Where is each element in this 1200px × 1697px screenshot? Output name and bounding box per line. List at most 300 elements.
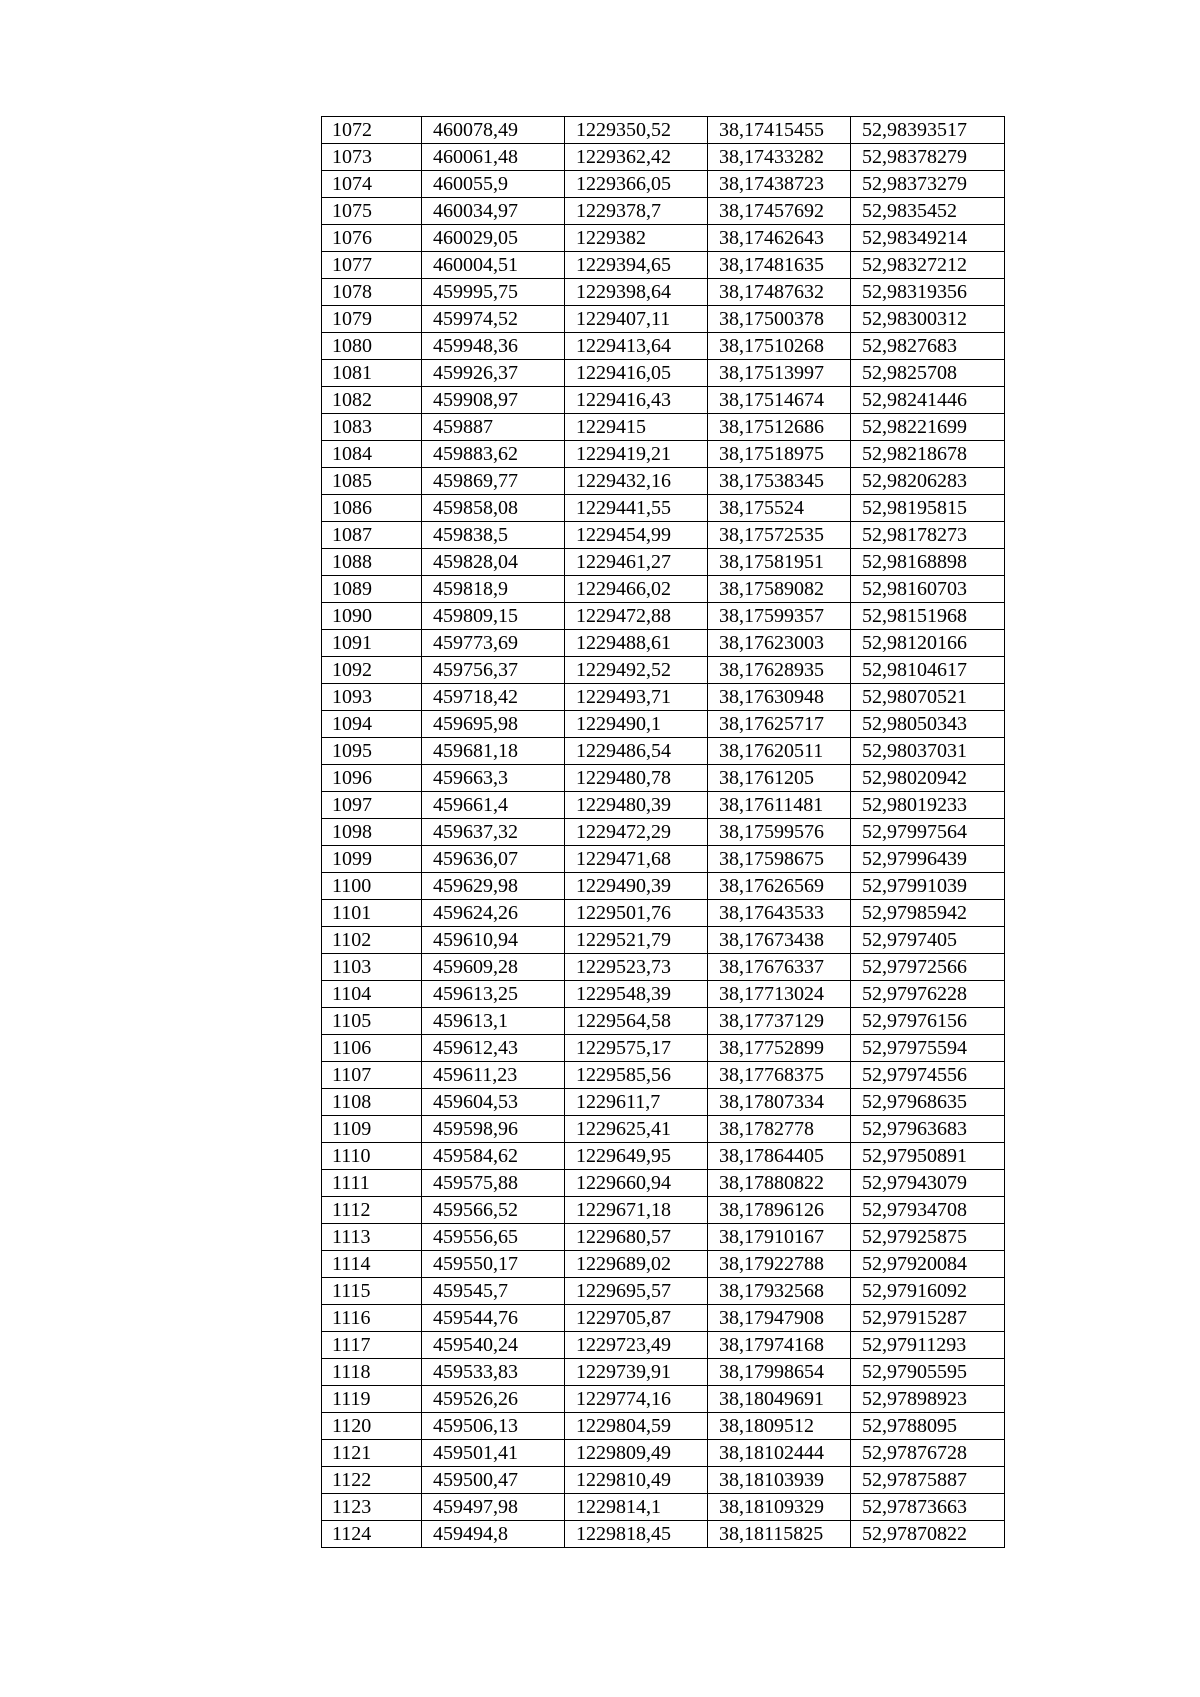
- y-coordinate-cell: 1229415: [565, 414, 708, 441]
- x-coordinate-cell: 460034,97: [422, 198, 565, 225]
- longitude-cell: 52,9797405: [851, 927, 1005, 954]
- table-row: [322, 1197, 1005, 1224]
- y-coordinate-cell: 1229493,71: [565, 684, 708, 711]
- table-row: [322, 603, 1005, 630]
- longitude-cell: 52,97915287: [851, 1305, 1005, 1332]
- latitude-cell: 38,17643533: [708, 900, 851, 927]
- x-coordinate-cell: 459828,04: [422, 549, 565, 576]
- table-row: [322, 279, 1005, 306]
- longitude-cell: 52,98120166: [851, 630, 1005, 657]
- y-coordinate-cell: 1229680,57: [565, 1224, 708, 1251]
- x-coordinate-cell: 460029,05: [422, 225, 565, 252]
- latitude-cell: 38,17864405: [708, 1143, 851, 1170]
- y-coordinate-cell: 1229492,52: [565, 657, 708, 684]
- latitude-cell: 38,17415455: [708, 117, 851, 144]
- x-coordinate-cell: 459809,15: [422, 603, 565, 630]
- y-coordinate-cell: 1229432,16: [565, 468, 708, 495]
- latitude-cell: 38,17611481: [708, 792, 851, 819]
- point-number-cell: 1072: [322, 117, 422, 144]
- y-coordinate-cell: 1229441,55: [565, 495, 708, 522]
- y-coordinate-cell: 1229695,57: [565, 1278, 708, 1305]
- x-coordinate-cell: 459550,17: [422, 1251, 565, 1278]
- x-coordinate-cell: 459661,4: [422, 792, 565, 819]
- x-coordinate-cell: 460078,49: [422, 117, 565, 144]
- point-number-cell: 1087: [322, 522, 422, 549]
- x-coordinate-cell: 459613,1: [422, 1008, 565, 1035]
- longitude-cell: 52,97870822: [851, 1521, 1005, 1548]
- x-coordinate-cell: 459624,26: [422, 900, 565, 927]
- longitude-cell: 52,98221699: [851, 414, 1005, 441]
- point-number-cell: 1118: [322, 1359, 422, 1386]
- longitude-cell: 52,98393517: [851, 117, 1005, 144]
- table-row: [322, 1062, 1005, 1089]
- table-row: [322, 819, 1005, 846]
- x-coordinate-cell: 459540,24: [422, 1332, 565, 1359]
- y-coordinate-cell: 1229488,61: [565, 630, 708, 657]
- longitude-cell: 52,97975594: [851, 1035, 1005, 1062]
- point-number-cell: 1108: [322, 1089, 422, 1116]
- x-coordinate-cell: 459609,28: [422, 954, 565, 981]
- table-row: [322, 1467, 1005, 1494]
- latitude-cell: 38,17510268: [708, 333, 851, 360]
- y-coordinate-cell: 1229523,73: [565, 954, 708, 981]
- longitude-cell: 52,98373279: [851, 171, 1005, 198]
- point-number-cell: 1100: [322, 873, 422, 900]
- latitude-cell: 38,17673438: [708, 927, 851, 954]
- point-number-cell: 1105: [322, 1008, 422, 1035]
- y-coordinate-cell: 1229671,18: [565, 1197, 708, 1224]
- table-row: [322, 144, 1005, 171]
- table-row: [322, 441, 1005, 468]
- point-number-cell: 1122: [322, 1467, 422, 1494]
- longitude-cell: 52,97963683: [851, 1116, 1005, 1143]
- y-coordinate-cell: 1229548,39: [565, 981, 708, 1008]
- latitude-cell: 38,17581951: [708, 549, 851, 576]
- table-row: [322, 765, 1005, 792]
- longitude-cell: 52,98349214: [851, 225, 1005, 252]
- y-coordinate-cell: 1229649,95: [565, 1143, 708, 1170]
- y-coordinate-cell: 1229382: [565, 225, 708, 252]
- latitude-cell: 38,17880822: [708, 1170, 851, 1197]
- y-coordinate-cell: 1229774,16: [565, 1386, 708, 1413]
- longitude-cell: 52,98050343: [851, 711, 1005, 738]
- longitude-cell: 52,9788095: [851, 1413, 1005, 1440]
- latitude-cell: 38,17518975: [708, 441, 851, 468]
- longitude-cell: 52,98020942: [851, 765, 1005, 792]
- longitude-cell: 52,98070521: [851, 684, 1005, 711]
- latitude-cell: 38,17676337: [708, 954, 851, 981]
- longitude-cell: 52,9835452: [851, 198, 1005, 225]
- x-coordinate-cell: 459566,52: [422, 1197, 565, 1224]
- longitude-cell: 52,97997564: [851, 819, 1005, 846]
- point-number-cell: 1086: [322, 495, 422, 522]
- latitude-cell: 38,17512686: [708, 414, 851, 441]
- latitude-cell: 38,1809512: [708, 1413, 851, 1440]
- point-number-cell: 1119: [322, 1386, 422, 1413]
- y-coordinate-cell: 1229660,94: [565, 1170, 708, 1197]
- x-coordinate-cell: 459629,98: [422, 873, 565, 900]
- latitude-cell: 38,17457692: [708, 198, 851, 225]
- point-number-cell: 1107: [322, 1062, 422, 1089]
- latitude-cell: 38,17481635: [708, 252, 851, 279]
- table-row: [322, 900, 1005, 927]
- y-coordinate-cell: 1229810,49: [565, 1467, 708, 1494]
- x-coordinate-cell: 459995,75: [422, 279, 565, 306]
- table-row: [322, 792, 1005, 819]
- point-number-cell: 1101: [322, 900, 422, 927]
- table-row: [322, 414, 1005, 441]
- longitude-cell: 52,98160703: [851, 576, 1005, 603]
- latitude-cell: 38,17514674: [708, 387, 851, 414]
- y-coordinate-cell: 1229378,7: [565, 198, 708, 225]
- latitude-cell: 38,18049691: [708, 1386, 851, 1413]
- point-number-cell: 1106: [322, 1035, 422, 1062]
- latitude-cell: 38,17932568: [708, 1278, 851, 1305]
- longitude-cell: 52,97934708: [851, 1197, 1005, 1224]
- x-coordinate-cell: 459756,37: [422, 657, 565, 684]
- latitude-cell: 38,17752899: [708, 1035, 851, 1062]
- longitude-cell: 52,97974556: [851, 1062, 1005, 1089]
- point-number-cell: 1089: [322, 576, 422, 603]
- x-coordinate-cell: 459575,88: [422, 1170, 565, 1197]
- x-coordinate-cell: 459544,76: [422, 1305, 565, 1332]
- x-coordinate-cell: 460061,48: [422, 144, 565, 171]
- longitude-cell: 52,97950891: [851, 1143, 1005, 1170]
- longitude-cell: 52,97991039: [851, 873, 1005, 900]
- point-number-cell: 1111: [322, 1170, 422, 1197]
- point-number-cell: 1075: [322, 198, 422, 225]
- point-number-cell: 1076: [322, 225, 422, 252]
- latitude-cell: 38,17922788: [708, 1251, 851, 1278]
- y-coordinate-cell: 1229480,39: [565, 792, 708, 819]
- longitude-cell: 52,97875887: [851, 1467, 1005, 1494]
- y-coordinate-cell: 1229394,65: [565, 252, 708, 279]
- x-coordinate-cell: 459584,62: [422, 1143, 565, 1170]
- latitude-cell: 38,17513997: [708, 360, 851, 387]
- point-number-cell: 1093: [322, 684, 422, 711]
- y-coordinate-cell: 1229454,99: [565, 522, 708, 549]
- longitude-cell: 52,97911293: [851, 1332, 1005, 1359]
- table-row: [322, 1251, 1005, 1278]
- point-number-cell: 1078: [322, 279, 422, 306]
- y-coordinate-cell: 1229350,52: [565, 117, 708, 144]
- x-coordinate-cell: 459611,23: [422, 1062, 565, 1089]
- x-coordinate-cell: 459497,98: [422, 1494, 565, 1521]
- latitude-cell: 38,17538345: [708, 468, 851, 495]
- latitude-cell: 38,17487632: [708, 279, 851, 306]
- table-row: [322, 1521, 1005, 1548]
- table-row: [322, 1278, 1005, 1305]
- x-coordinate-cell: 459838,5: [422, 522, 565, 549]
- table-row: [322, 387, 1005, 414]
- latitude-cell: 38,17433282: [708, 144, 851, 171]
- y-coordinate-cell: 1229419,21: [565, 441, 708, 468]
- coordinates-table: [321, 116, 1005, 1548]
- point-number-cell: 1094: [322, 711, 422, 738]
- x-coordinate-cell: 459598,96: [422, 1116, 565, 1143]
- point-number-cell: 1121: [322, 1440, 422, 1467]
- table-row: [322, 1116, 1005, 1143]
- latitude-cell: 38,17998654: [708, 1359, 851, 1386]
- longitude-cell: 52,97968635: [851, 1089, 1005, 1116]
- point-number-cell: 1117: [322, 1332, 422, 1359]
- latitude-cell: 38,17599357: [708, 603, 851, 630]
- longitude-cell: 52,97985942: [851, 900, 1005, 927]
- x-coordinate-cell: 459604,53: [422, 1089, 565, 1116]
- y-coordinate-cell: 1229625,41: [565, 1116, 708, 1143]
- table-row: [322, 1494, 1005, 1521]
- x-coordinate-cell: 459681,18: [422, 738, 565, 765]
- table-row: [322, 738, 1005, 765]
- latitude-cell: 38,17598675: [708, 846, 851, 873]
- y-coordinate-cell: 1229472,29: [565, 819, 708, 846]
- latitude-cell: 38,17572535: [708, 522, 851, 549]
- table-row: [322, 1332, 1005, 1359]
- latitude-cell: 38,17626569: [708, 873, 851, 900]
- table-row: [322, 1143, 1005, 1170]
- latitude-cell: 38,17974168: [708, 1332, 851, 1359]
- x-coordinate-cell: 459637,32: [422, 819, 565, 846]
- longitude-cell: 52,97920084: [851, 1251, 1005, 1278]
- y-coordinate-cell: 1229407,11: [565, 306, 708, 333]
- table-row: [322, 846, 1005, 873]
- latitude-cell: 38,17623003: [708, 630, 851, 657]
- y-coordinate-cell: 1229362,42: [565, 144, 708, 171]
- latitude-cell: 38,18109329: [708, 1494, 851, 1521]
- longitude-cell: 52,98195815: [851, 495, 1005, 522]
- x-coordinate-cell: 459612,43: [422, 1035, 565, 1062]
- table-row: [322, 684, 1005, 711]
- point-number-cell: 1102: [322, 927, 422, 954]
- x-coordinate-cell: 459908,97: [422, 387, 565, 414]
- x-coordinate-cell: 459773,69: [422, 630, 565, 657]
- table-row: [322, 360, 1005, 387]
- longitude-cell: 52,97996439: [851, 846, 1005, 873]
- point-number-cell: 1124: [322, 1521, 422, 1548]
- point-number-cell: 1077: [322, 252, 422, 279]
- point-number-cell: 1116: [322, 1305, 422, 1332]
- table-row: [322, 225, 1005, 252]
- table-row: [322, 1386, 1005, 1413]
- latitude-cell: 38,17620511: [708, 738, 851, 765]
- table-row: [322, 927, 1005, 954]
- table-row: [322, 630, 1005, 657]
- table-row: [322, 1008, 1005, 1035]
- x-coordinate-cell: 459869,77: [422, 468, 565, 495]
- latitude-cell: 38,17462643: [708, 225, 851, 252]
- point-number-cell: 1103: [322, 954, 422, 981]
- longitude-cell: 52,97976228: [851, 981, 1005, 1008]
- x-coordinate-cell: 459818,9: [422, 576, 565, 603]
- point-number-cell: 1091: [322, 630, 422, 657]
- table-row: [322, 495, 1005, 522]
- x-coordinate-cell: 459974,52: [422, 306, 565, 333]
- y-coordinate-cell: 1229705,87: [565, 1305, 708, 1332]
- table-row: [322, 171, 1005, 198]
- latitude-cell: 38,17599576: [708, 819, 851, 846]
- longitude-cell: 52,98037031: [851, 738, 1005, 765]
- point-number-cell: 1074: [322, 171, 422, 198]
- table-row: [322, 1440, 1005, 1467]
- y-coordinate-cell: 1229723,49: [565, 1332, 708, 1359]
- point-number-cell: 1099: [322, 846, 422, 873]
- latitude-cell: 38,17713024: [708, 981, 851, 1008]
- longitude-cell: 52,9825708: [851, 360, 1005, 387]
- point-number-cell: 1073: [322, 144, 422, 171]
- y-coordinate-cell: 1229398,64: [565, 279, 708, 306]
- x-coordinate-cell: 459506,13: [422, 1413, 565, 1440]
- table-row: [322, 1035, 1005, 1062]
- point-number-cell: 1079: [322, 306, 422, 333]
- longitude-cell: 52,98378279: [851, 144, 1005, 171]
- latitude-cell: 38,17737129: [708, 1008, 851, 1035]
- point-number-cell: 1082: [322, 387, 422, 414]
- y-coordinate-cell: 1229490,39: [565, 873, 708, 900]
- table-row: [322, 657, 1005, 684]
- longitude-cell: 52,98168898: [851, 549, 1005, 576]
- longitude-cell: 52,97873663: [851, 1494, 1005, 1521]
- longitude-cell: 52,97972566: [851, 954, 1005, 981]
- latitude-cell: 38,17589082: [708, 576, 851, 603]
- latitude-cell: 38,18103939: [708, 1467, 851, 1494]
- x-coordinate-cell: 459533,83: [422, 1359, 565, 1386]
- longitude-cell: 52,98327212: [851, 252, 1005, 279]
- point-number-cell: 1098: [322, 819, 422, 846]
- y-coordinate-cell: 1229461,27: [565, 549, 708, 576]
- y-coordinate-cell: 1229490,1: [565, 711, 708, 738]
- y-coordinate-cell: 1229585,56: [565, 1062, 708, 1089]
- table-row: [322, 1413, 1005, 1440]
- point-number-cell: 1109: [322, 1116, 422, 1143]
- latitude-cell: 38,17438723: [708, 171, 851, 198]
- point-number-cell: 1112: [322, 1197, 422, 1224]
- table-row: [322, 117, 1005, 144]
- point-number-cell: 1097: [322, 792, 422, 819]
- x-coordinate-cell: 459883,62: [422, 441, 565, 468]
- table-row: [322, 549, 1005, 576]
- longitude-cell: 52,98104617: [851, 657, 1005, 684]
- table-row: [322, 1305, 1005, 1332]
- longitude-cell: 52,98178273: [851, 522, 1005, 549]
- y-coordinate-cell: 1229804,59: [565, 1413, 708, 1440]
- latitude-cell: 38,17896126: [708, 1197, 851, 1224]
- point-number-cell: 1090: [322, 603, 422, 630]
- point-number-cell: 1096: [322, 765, 422, 792]
- latitude-cell: 38,18115825: [708, 1521, 851, 1548]
- latitude-cell: 38,17628935: [708, 657, 851, 684]
- longitude-cell: 52,97876728: [851, 1440, 1005, 1467]
- latitude-cell: 38,18102444: [708, 1440, 851, 1467]
- point-number-cell: 1085: [322, 468, 422, 495]
- longitude-cell: 52,98218678: [851, 441, 1005, 468]
- x-coordinate-cell: 459887: [422, 414, 565, 441]
- table-row: [322, 954, 1005, 981]
- table-row: [322, 981, 1005, 1008]
- x-coordinate-cell: 459948,36: [422, 333, 565, 360]
- y-coordinate-cell: 1229472,88: [565, 603, 708, 630]
- y-coordinate-cell: 1229501,76: [565, 900, 708, 927]
- table-row: [322, 1224, 1005, 1251]
- x-coordinate-cell: 459545,7: [422, 1278, 565, 1305]
- latitude-cell: 38,17910167: [708, 1224, 851, 1251]
- point-number-cell: 1088: [322, 549, 422, 576]
- x-coordinate-cell: 459526,26: [422, 1386, 565, 1413]
- y-coordinate-cell: 1229521,79: [565, 927, 708, 954]
- longitude-cell: 52,98206283: [851, 468, 1005, 495]
- y-coordinate-cell: 1229564,58: [565, 1008, 708, 1035]
- y-coordinate-cell: 1229575,17: [565, 1035, 708, 1062]
- longitude-cell: 52,97976156: [851, 1008, 1005, 1035]
- x-coordinate-cell: 459926,37: [422, 360, 565, 387]
- latitude-cell: 38,17625717: [708, 711, 851, 738]
- x-coordinate-cell: 460055,9: [422, 171, 565, 198]
- longitude-cell: 52,97905595: [851, 1359, 1005, 1386]
- x-coordinate-cell: 459718,42: [422, 684, 565, 711]
- y-coordinate-cell: 1229416,43: [565, 387, 708, 414]
- longitude-cell: 52,97943079: [851, 1170, 1005, 1197]
- point-number-cell: 1115: [322, 1278, 422, 1305]
- longitude-cell: 52,97925875: [851, 1224, 1005, 1251]
- table-row: [322, 252, 1005, 279]
- x-coordinate-cell: 459494,8: [422, 1521, 565, 1548]
- y-coordinate-cell: 1229480,78: [565, 765, 708, 792]
- table-row: [322, 522, 1005, 549]
- longitude-cell: 52,98019233: [851, 792, 1005, 819]
- latitude-cell: 38,17947908: [708, 1305, 851, 1332]
- table-row: [322, 198, 1005, 225]
- y-coordinate-cell: 1229739,91: [565, 1359, 708, 1386]
- longitude-cell: 52,98151968: [851, 603, 1005, 630]
- point-number-cell: 1083: [322, 414, 422, 441]
- latitude-cell: 38,1761205: [708, 765, 851, 792]
- x-coordinate-cell: 459695,98: [422, 711, 565, 738]
- point-number-cell: 1095: [322, 738, 422, 765]
- latitude-cell: 38,17630948: [708, 684, 851, 711]
- longitude-cell: 52,98319356: [851, 279, 1005, 306]
- longitude-cell: 52,97916092: [851, 1278, 1005, 1305]
- y-coordinate-cell: 1229413,64: [565, 333, 708, 360]
- latitude-cell: 38,17500378: [708, 306, 851, 333]
- y-coordinate-cell: 1229689,02: [565, 1251, 708, 1278]
- table-row: [322, 873, 1005, 900]
- point-number-cell: 1113: [322, 1224, 422, 1251]
- y-coordinate-cell: 1229611,7: [565, 1089, 708, 1116]
- longitude-cell: 52,9827683: [851, 333, 1005, 360]
- latitude-cell: 38,17807334: [708, 1089, 851, 1116]
- coordinates-table-body: [322, 117, 1005, 1548]
- y-coordinate-cell: 1229814,1: [565, 1494, 708, 1521]
- point-number-cell: 1114: [322, 1251, 422, 1278]
- y-coordinate-cell: 1229416,05: [565, 360, 708, 387]
- table-row: [322, 333, 1005, 360]
- y-coordinate-cell: 1229471,68: [565, 846, 708, 873]
- x-coordinate-cell: 459500,47: [422, 1467, 565, 1494]
- x-coordinate-cell: 459663,3: [422, 765, 565, 792]
- x-coordinate-cell: 459858,08: [422, 495, 565, 522]
- latitude-cell: 38,17768375: [708, 1062, 851, 1089]
- table-row: [322, 576, 1005, 603]
- point-number-cell: 1084: [322, 441, 422, 468]
- y-coordinate-cell: 1229366,05: [565, 171, 708, 198]
- point-number-cell: 1123: [322, 1494, 422, 1521]
- table-row: [322, 711, 1005, 738]
- x-coordinate-cell: 459613,25: [422, 981, 565, 1008]
- table-row: [322, 1170, 1005, 1197]
- point-number-cell: 1104: [322, 981, 422, 1008]
- y-coordinate-cell: 1229818,45: [565, 1521, 708, 1548]
- y-coordinate-cell: 1229466,02: [565, 576, 708, 603]
- table-row: [322, 1359, 1005, 1386]
